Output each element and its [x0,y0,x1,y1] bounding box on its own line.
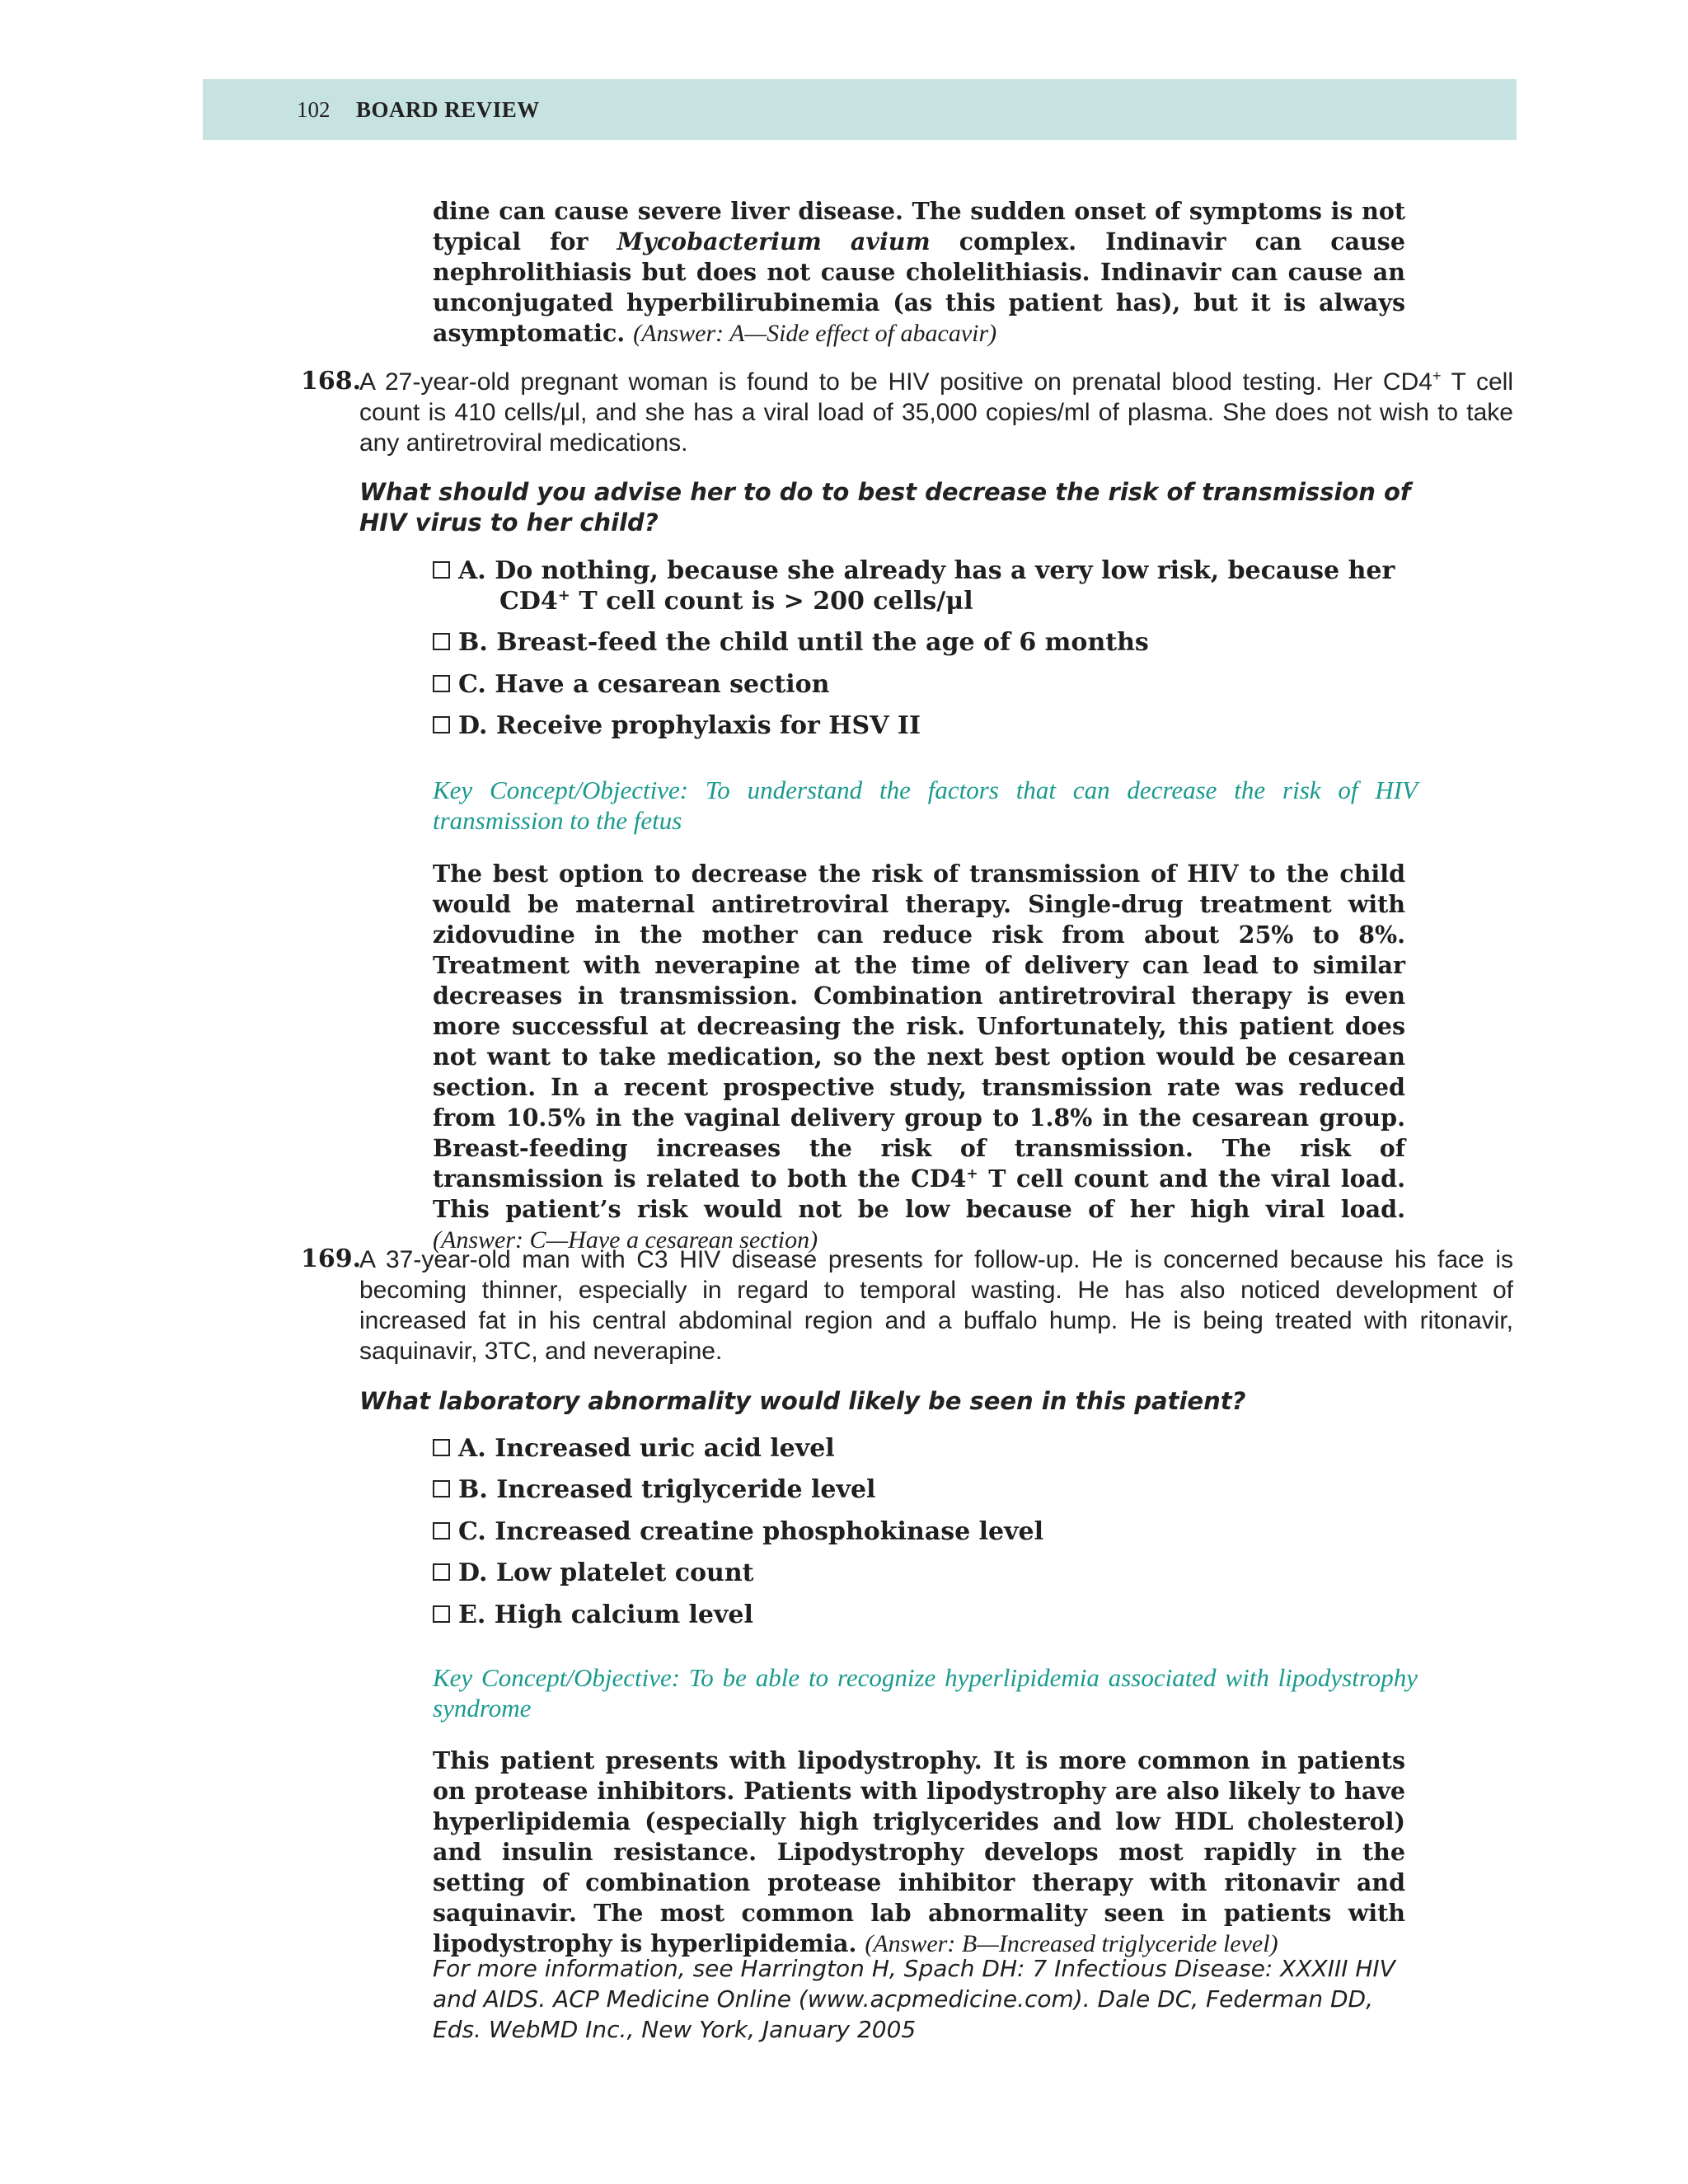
prev-answer: (Answer: A—Side effect of abacavir) [633,320,997,347]
q169-reference: For more information, see Harrington H, Spach DH: 7 Infectious Disease: XXXIII HIV and AIDS. ACP Medicine Online (www.acpmedicine.com). Dale DC, Federman DD, Eds. WebMD Inc., New York, January 2005 [433,1955,1395,2043]
prev-explanation [433,196,1405,349]
q168-sup: + [1432,368,1442,384]
option-label: D. [458,711,488,740]
checkbox-icon[interactable] [433,1439,450,1456]
option-label: B. [458,1475,488,1504]
checkbox-icon[interactable] [433,633,450,650]
q168-explanation-text-b: T cell count and the viral load. This patient’s risk would not be low because of her high viral load. [433,1165,1405,1223]
q169-answer: (Answer: B—Increased triglyceride level) [865,1930,1278,1957]
question-168-stem [359,367,1513,458]
option-label: A. [458,556,486,585]
q169-option-e[interactable] [433,1600,753,1630]
option-text: Breast-feed the child until the age of 6 months [496,628,1149,657]
option-text: Increased triglyceride level [496,1475,876,1504]
checkbox-icon[interactable] [433,675,450,692]
option-text: Increased creatine phosphokinase level [495,1517,1044,1546]
checkbox-icon[interactable] [433,1522,450,1540]
q168-stem-line3: any antiretroviral medications. [359,429,688,457]
question-169-number: 169. [301,1244,362,1273]
q168-option-a-line2 [499,586,973,616]
q168-stem-line1: A 27-year-old pregnant woman is found to be HIV positive on prenatal blood testing. Her CD4 [359,368,1432,396]
q168-explanation-text: The best option to decrease the risk of transmission of HIV to the child would be maternal antiretroviral therapy. Single-drug treatment with zidovudine in the mother can reduce risk from about 25% to 8%. Treatment with neverapine at the time of delivery can lead to similar decreases in transmission. Combination antiretroviral therapy is even more successful at decreasing the risk. Unfortunately, this patient does not want to take medication, so the next best option would be cesarean section. In a recent prospective study, transmission rate was reduced from 10.5% in the vaginal delivery group to 1.8% in the cesarean group. Breast-feeding increases the risk of transmission. The risk of transmission is related to both the CD4 [433,860,1405,1193]
option-text: High calcium level [494,1601,753,1629]
q168-stem-line2: count is 410 cells/μl, and she has a viral load of 35,000 copies/ml of plasma. She does not wish to take [359,399,1513,426]
q169-option-b[interactable] [433,1474,875,1505]
q169-option-c[interactable] [433,1516,1043,1547]
prev-organism: Mycobacterium avium [617,227,931,255]
option-label: E. [458,1601,486,1629]
option-label: C. [458,670,486,699]
option-label: D. [458,1558,488,1587]
prev-line2: complex. Indinavir can cause nephrolithiasis but does not cause [433,227,1405,286]
prev-line4: has), but it is always asymptomatic. [433,288,1405,347]
option-a-cd4: CD4 [499,587,558,616]
q169-explanation-text: This patient presents with lipodystrophy. It is more common in patients on protease inhibitors. Patients with lipodystrophy are also likely to have hyperlipidemia (especially high triglycerides and low HDL cholesterol) and insulin resistance. Lipodystrophy develops most rapidly in the setting of combination protease inhibitor therapy with ritonavir and saquinavir. The most common lab abnormality seen in patients with lipodystrophy is hyperlipidemia. [433,1746,1405,1957]
checkbox-icon[interactable] [433,561,450,579]
q168-explanation [433,859,1405,1255]
q168-option-d[interactable] [433,710,921,741]
q169-option-d[interactable] [433,1558,754,1588]
option-text: Increased uric acid level [495,1434,835,1463]
question-168-number: 168. [301,367,362,396]
option-text: Do nothing, because she already has a very low risk, because her [495,556,1395,585]
question-169-prompt: What laboratory abnormality would likely be seen in this patient? [359,1387,1246,1415]
checkbox-icon[interactable] [433,1605,450,1623]
option-text: Low platelet count [495,1558,754,1587]
checkbox-icon[interactable] [433,1480,450,1497]
question-169-stem: A 37-year-old man with C3 HIV disease presents for follow-up. He is concerned because his face is becoming thinner, especially in regard to temporal wasting. He has also noticed development of increased fat in his central abdominal region and a buffalo hump. He is being treated with ritonavir, saquinavir, 3TC, and neverapine. [359,1246,1513,1365]
checkbox-icon[interactable] [433,1563,450,1581]
q169-option-a[interactable] [433,1433,835,1464]
option-text: Have a cesarean section [495,670,830,699]
prev-line1: dine can cause severe liver disease. The sudden onset of symptoms is not typical for [433,197,1405,255]
q169-key-concept: Key Concept/Objective: To be able to recognize hyperlipidemia associated with lipodystrophy syndrome [433,1663,1418,1722]
q168-option-b[interactable] [433,627,1149,658]
q168-explanation-sup: + [966,1165,978,1183]
option-label: B. [458,628,488,657]
q168-option-a[interactable] [433,555,1395,586]
checkbox-icon[interactable] [433,716,450,733]
running-head: BOARD REVIEW [356,97,540,122]
q168-stem-line1b: T cell [1441,368,1513,396]
q169-explanation [433,1746,1405,1959]
question-168-prompt: What should you advise her to do to best decrease the risk of transmission of HIV virus to her child? [359,478,1411,537]
option-a-sup: + [557,587,570,604]
option-label: C. [458,1517,486,1546]
option-a-line2-text: T cell count is > 200 cells/μl [570,587,973,616]
q168-answer: (Answer: C—Have a cesarean section) [433,1226,818,1254]
prev-line3: cholelithiasis. Indinavir can cause an unconjugated hyperbilirubinemia (as this patient [433,258,1405,316]
q168-key-concept: Key Concept/Objective: To understand the factors that can decrease the risk of HIV transmission to the fetus [433,776,1418,835]
q168-option-c[interactable] [433,669,829,700]
page-number: 102 [297,97,331,122]
option-text: Receive prophylaxis for HSV II [495,711,921,740]
option-label: A. [458,1434,486,1463]
